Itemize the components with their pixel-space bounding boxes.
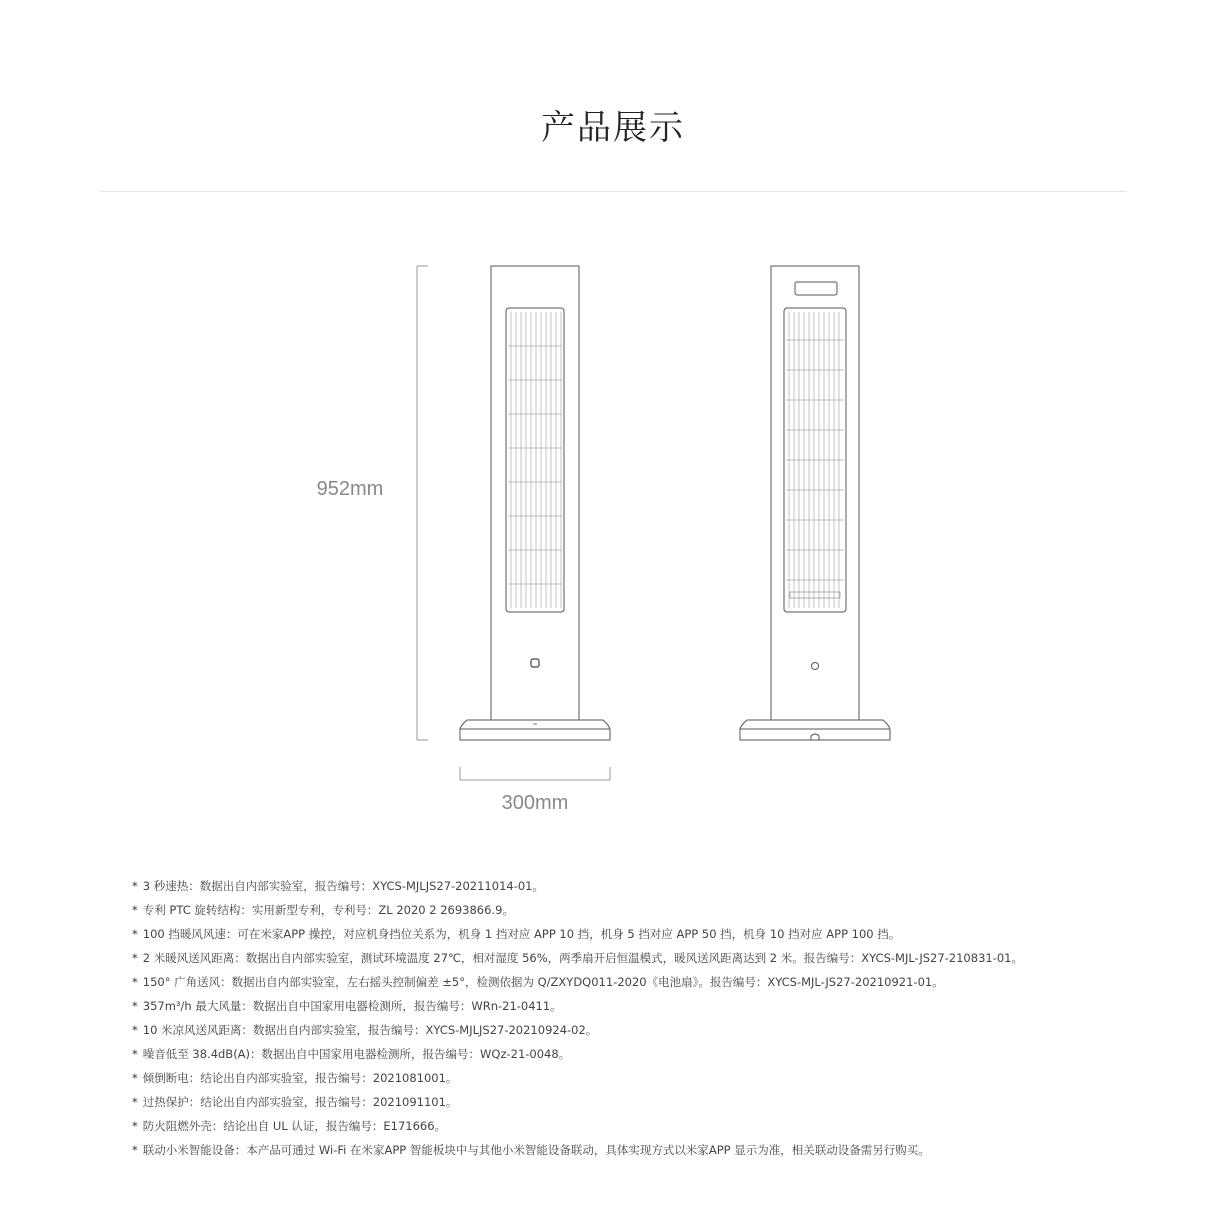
- footnote-text: 过热保护：结论出自内部实验室，报告编号：2021091101。: [142, 1095, 458, 1109]
- footnote-marker: *: [132, 1047, 138, 1061]
- footnote-text: 专利 PTC 旋转结构：实用新型专利，专利号：ZL 2020 2 2693866.9。: [142, 903, 514, 917]
- footnote-item: [132, 876, 1112, 900]
- footnote-item: [132, 924, 1112, 948]
- footnote-item: [132, 1092, 1112, 1116]
- power-button-icon: [812, 663, 819, 670]
- footnote-item: [132, 1140, 1112, 1164]
- page-title: 产品展示: [541, 108, 685, 148]
- footnote-text: 噪音低至 38.4dB(A)：数据出自中国家用电器检测所，报告编号：WQz-21-0048。: [142, 1047, 571, 1061]
- footnotes-list: [132, 876, 1112, 1164]
- width-dimension-label: 300mm: [501, 792, 569, 814]
- footnote-marker: *: [132, 1071, 138, 1085]
- footnote-item: [132, 948, 1112, 972]
- footnote-text: 3 秒速热：数据出自内部实验室，报告编号：XYCS-MJLJS27-20211014-01。: [142, 879, 544, 893]
- heater-front-view: [460, 266, 610, 740]
- footnote-item: [132, 1020, 1112, 1044]
- heater-back-view: [740, 266, 890, 740]
- footnote-text: 2 米暖风送风距离：数据出自内部实验室，测试环境温度 27℃，相对湿度 56%，两季扇开启恒温模式，暖风送风距离达到 2 米。报告编号：XYCS-MJL-JS27-210831-01。: [142, 951, 1023, 965]
- footnote-item: [132, 996, 1112, 1020]
- height-dimension-line: [417, 266, 428, 740]
- footnote-marker: *: [132, 999, 138, 1013]
- footnote-text: 150° 广角送风：数据出自内部实验室，左右摇头控制偏差 ±5°，检测依据为 Q/ZXYDQ011-2020《电池扇》。报告编号：XYCS-MJL-JS27-20210921-01。: [142, 975, 944, 989]
- footnote-marker: *: [132, 975, 138, 989]
- footnote-text: 倾倒断电：结论出自内部实验室，报告编号：2021081001。: [142, 1071, 458, 1085]
- footnote-item: [132, 900, 1112, 924]
- footnote-marker: *: [132, 927, 138, 941]
- footnote-item: [132, 1068, 1112, 1092]
- footnote-item: [132, 1116, 1112, 1140]
- footnote-marker: *: [132, 879, 138, 893]
- mi-logo-icon: [531, 659, 539, 667]
- width-dimension-line: [460, 767, 610, 780]
- footnote-item: [132, 1044, 1112, 1068]
- footnote-item: [132, 972, 1112, 996]
- footnote-text: 10 米凉风送风距离：数据出自内部实验室，报告编号：XYCS-MJLJS27-20210924-02。: [142, 1023, 598, 1037]
- footnote-marker: *: [132, 1119, 138, 1133]
- footnote-marker: *: [132, 1023, 138, 1037]
- footnote-marker: *: [132, 951, 138, 965]
- footnote-text: 357m³/h 最大风量：数据出自中国家用电器检测所，报告编号：WRn-21-0411。: [142, 999, 562, 1013]
- footnote-marker: *: [132, 1095, 138, 1109]
- footnote-text: 100 挡暖风风速：可在米家APP 操控，对应机身挡位关系为，机身 1 挡对应 APP 10 挡，机身 5 挡对应 APP 50 挡，机身 10 挡对应 APP 100 挡。: [142, 927, 901, 941]
- height-dimension-label: 952mm: [316, 478, 384, 500]
- footnote-text: 联动小米智能设备：本产品可通过 Wi-Fi 在米家APP 智能板块中与其他小米智能设备联动，具体实现方式以米家APP 显示为准，相关联动设备需另行购买。: [142, 1143, 930, 1157]
- footnote-text: 防火阻燃外壳：结论出自 UL 认证，报告编号：E171666。: [142, 1119, 447, 1133]
- footnote-marker: *: [132, 903, 138, 917]
- footnote-marker: *: [132, 1143, 138, 1157]
